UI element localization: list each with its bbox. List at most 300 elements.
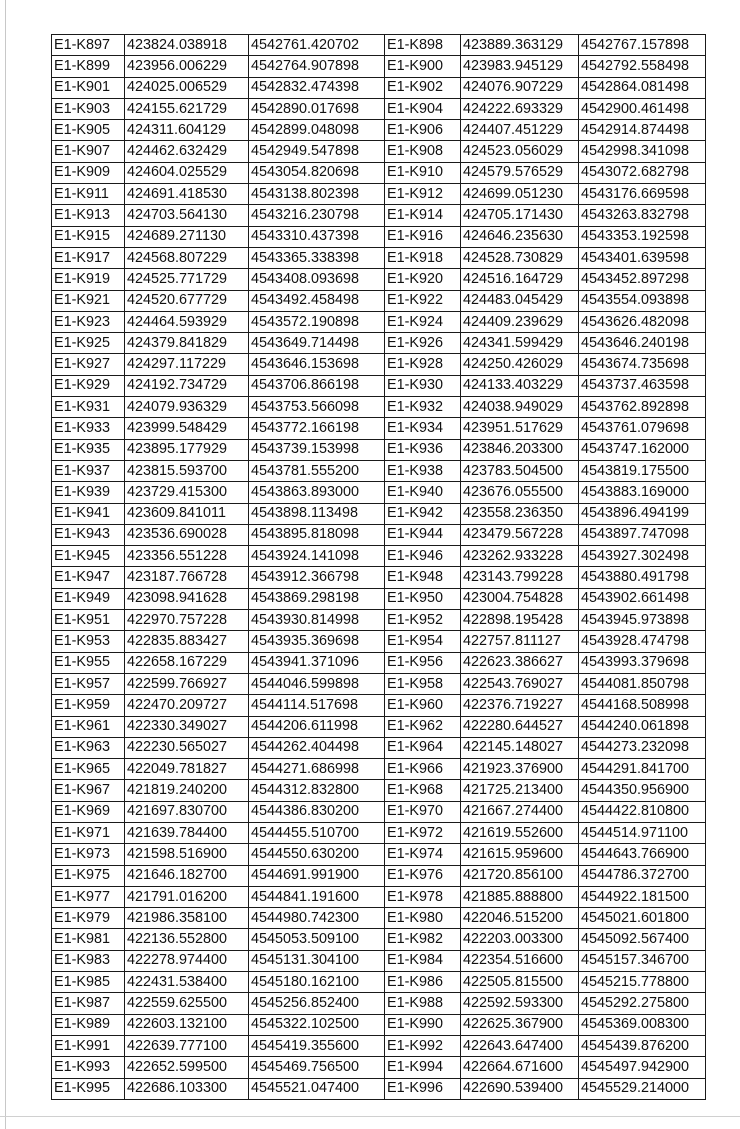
x-coordinate-cell: 424604.025529 [125,162,249,183]
x-coordinate-cell: 423004.754828 [461,588,579,609]
x-coordinate-cell: 423846.203300 [461,439,579,460]
point-id-cell: E1-K904 [385,98,461,119]
table-row [52,439,706,460]
y-coordinate-cell: 4544114.517698 [249,695,385,716]
x-coordinate-cell: 422643.647400 [461,1035,579,1056]
x-coordinate-cell: 423895.177929 [125,439,249,460]
y-coordinate-cell: 4545157.346700 [579,950,706,971]
point-id-cell: E1-K964 [385,737,461,758]
table-row [52,460,706,481]
y-coordinate-cell: 4545439.876200 [579,1035,706,1056]
x-coordinate-cell: 424646.235630 [461,226,579,247]
point-id-cell: E1-K937 [52,460,125,481]
table-row [52,35,706,56]
point-id-cell: E1-K945 [52,546,125,567]
table-row [52,524,706,545]
point-id-cell: E1-K987 [52,993,125,1014]
x-coordinate-cell: 424297.117229 [125,354,249,375]
point-id-cell: E1-K958 [385,673,461,694]
x-coordinate-cell: 422543.769027 [461,673,579,694]
table-row [52,482,706,503]
x-coordinate-cell: 422136.552800 [125,929,249,950]
table-row [52,908,706,929]
point-id-cell: E1-K960 [385,695,461,716]
point-id-cell: E1-K917 [52,247,125,268]
x-coordinate-cell: 424464.593929 [125,311,249,332]
y-coordinate-cell: 4544291.841700 [579,759,706,780]
table-row [52,397,706,418]
y-coordinate-cell: 4545256.852400 [249,993,385,1014]
y-coordinate-cell: 4543408.093698 [249,269,385,290]
x-coordinate-cell: 423889.363129 [461,35,579,56]
table-row [52,972,706,993]
point-id-cell: E1-K951 [52,610,125,631]
table-row [52,226,706,247]
point-id-cell: E1-K930 [385,375,461,396]
table-row [52,1057,706,1078]
point-id-cell: E1-K981 [52,929,125,950]
y-coordinate-cell: 4545021.601800 [579,908,706,929]
point-id-cell: E1-K916 [385,226,461,247]
y-coordinate-cell: 4544922.181500 [579,886,706,907]
x-coordinate-cell: 422970.757228 [125,610,249,631]
point-id-cell: E1-K907 [52,141,125,162]
table-row [52,801,706,822]
y-coordinate-cell: 4543138.802398 [249,184,385,205]
x-coordinate-cell: 421923.376900 [461,759,579,780]
point-id-cell: E1-K929 [52,375,125,396]
point-id-cell: E1-K939 [52,482,125,503]
x-coordinate-cell: 424192.734729 [125,375,249,396]
table-row [52,269,706,290]
x-coordinate-cell: 424341.599429 [461,333,579,354]
point-id-cell: E1-K905 [52,120,125,141]
y-coordinate-cell: 4544350.956900 [579,780,706,801]
point-id-cell: E1-K963 [52,737,125,758]
table-row [52,354,706,375]
y-coordinate-cell: 4543883.169000 [579,482,706,503]
y-coordinate-cell: 4543935.369698 [249,631,385,652]
x-coordinate-cell: 424409.239629 [461,311,579,332]
x-coordinate-cell: 424407.451229 [461,120,579,141]
point-id-cell: E1-K988 [385,993,461,1014]
x-coordinate-cell: 422046.515200 [461,908,579,929]
point-id-cell: E1-K968 [385,780,461,801]
y-coordinate-cell: 4545529.214000 [579,1078,706,1099]
table-row [52,865,706,886]
y-coordinate-cell: 4545419.355600 [249,1035,385,1056]
x-coordinate-cell: 424689.271130 [125,226,249,247]
y-coordinate-cell: 4543072.682798 [579,162,706,183]
table-row [52,759,706,780]
x-coordinate-cell: 421619.552600 [461,822,579,843]
x-coordinate-cell: 424516.164729 [461,269,579,290]
table-row [52,77,706,98]
y-coordinate-cell: 4543674.735698 [579,354,706,375]
x-coordinate-cell: 422690.539400 [461,1078,579,1099]
point-id-cell: E1-K955 [52,652,125,673]
x-coordinate-cell: 423951.517629 [461,418,579,439]
x-coordinate-cell: 424133.403229 [461,375,579,396]
y-coordinate-cell: 4543365.338398 [249,247,385,268]
y-coordinate-cell: 4544168.508998 [579,695,706,716]
y-coordinate-cell: 4543737.463598 [579,375,706,396]
coordinates-table [51,34,706,1100]
y-coordinate-cell: 4542899.048098 [249,120,385,141]
x-coordinate-cell: 424528.730829 [461,247,579,268]
x-coordinate-cell: 422686.103300 [125,1078,249,1099]
y-coordinate-cell: 4543928.474798 [579,631,706,652]
y-coordinate-cell: 4544980.742300 [249,908,385,929]
x-coordinate-cell: 422658.167229 [125,652,249,673]
y-coordinate-cell: 4544386.830200 [249,801,385,822]
table-row [52,1078,706,1099]
x-coordinate-cell: 424222.693329 [461,98,579,119]
y-coordinate-cell: 4542761.420702 [249,35,385,56]
point-id-cell: E1-K970 [385,801,461,822]
x-coordinate-cell: 423815.593700 [125,460,249,481]
point-id-cell: E1-K967 [52,780,125,801]
x-coordinate-cell: 424155.621729 [125,98,249,119]
y-coordinate-cell: 4543896.494199 [579,503,706,524]
point-id-cell: E1-K990 [385,1014,461,1035]
x-coordinate-cell: 422757.811127 [461,631,579,652]
x-coordinate-cell: 422505.815500 [461,972,579,993]
point-id-cell: E1-K921 [52,290,125,311]
y-coordinate-cell: 4544422.810800 [579,801,706,822]
table-row [52,822,706,843]
table-row [52,610,706,631]
y-coordinate-cell: 4543753.566098 [249,397,385,418]
y-coordinate-cell: 4543646.153698 [249,354,385,375]
x-coordinate-cell: 423536.690028 [125,524,249,545]
y-coordinate-cell: 4543747.162000 [579,439,706,460]
y-coordinate-cell: 4545180.162100 [249,972,385,993]
y-coordinate-cell: 4543898.113498 [249,503,385,524]
page-bottom-edge [0,1116,740,1117]
point-id-cell: E1-K948 [385,567,461,588]
x-coordinate-cell: 423729.415300 [125,482,249,503]
x-coordinate-cell: 421791.016200 [125,886,249,907]
x-coordinate-cell: 421667.274400 [461,801,579,822]
y-coordinate-cell: 4543054.820698 [249,162,385,183]
y-coordinate-cell: 4543176.669598 [579,184,706,205]
point-id-cell: E1-K972 [385,822,461,843]
y-coordinate-cell: 4544691.991900 [249,865,385,886]
x-coordinate-cell: 423098.941628 [125,588,249,609]
table-row [52,56,706,77]
table-row [52,886,706,907]
x-coordinate-cell: 422559.625500 [125,993,249,1014]
point-id-cell: E1-K976 [385,865,461,886]
point-id-cell: E1-K900 [385,56,461,77]
x-coordinate-cell: 421598.516900 [125,844,249,865]
point-id-cell: E1-K903 [52,98,125,119]
y-coordinate-cell: 4543706.866198 [249,375,385,396]
y-coordinate-cell: 4543492.458498 [249,290,385,311]
y-coordinate-cell: 4543649.714498 [249,333,385,354]
y-coordinate-cell: 4542764.907898 [249,56,385,77]
y-coordinate-cell: 4545521.047400 [249,1078,385,1099]
point-id-cell: E1-K936 [385,439,461,460]
point-id-cell: E1-K973 [52,844,125,865]
y-coordinate-cell: 4543895.818098 [249,524,385,545]
x-coordinate-cell: 422280.644527 [461,716,579,737]
x-coordinate-cell: 423187.766728 [125,567,249,588]
y-coordinate-cell: 4543572.190898 [249,311,385,332]
x-coordinate-cell: 422639.777100 [125,1035,249,1056]
point-id-cell: E1-K980 [385,908,461,929]
point-id-cell: E1-K931 [52,397,125,418]
y-coordinate-cell: 4544271.686998 [249,759,385,780]
x-coordinate-cell: 423783.504500 [461,460,579,481]
y-coordinate-cell: 4542914.874498 [579,120,706,141]
x-coordinate-cell: 422354.516600 [461,950,579,971]
point-id-cell: E1-K992 [385,1035,461,1056]
page-left-edge [5,0,6,1129]
y-coordinate-cell: 4545053.509100 [249,929,385,950]
point-id-cell: E1-K995 [52,1078,125,1099]
y-coordinate-cell: 4542890.017698 [249,98,385,119]
y-coordinate-cell: 4545369.008300 [579,1014,706,1035]
point-id-cell: E1-K920 [385,269,461,290]
x-coordinate-cell: 424250.426029 [461,354,579,375]
y-coordinate-cell: 4542767.157898 [579,35,706,56]
y-coordinate-cell: 4543902.661498 [579,588,706,609]
point-id-cell: E1-K952 [385,610,461,631]
y-coordinate-cell: 4545131.304100 [249,950,385,971]
point-id-cell: E1-K962 [385,716,461,737]
table-row [52,1035,706,1056]
y-coordinate-cell: 4542832.474398 [249,77,385,98]
point-id-cell: E1-K919 [52,269,125,290]
point-id-cell: E1-K986 [385,972,461,993]
point-id-cell: E1-K909 [52,162,125,183]
table-row [52,333,706,354]
x-coordinate-cell: 423558.236350 [461,503,579,524]
point-id-cell: E1-K943 [52,524,125,545]
point-id-cell: E1-K908 [385,141,461,162]
x-coordinate-cell: 422898.195428 [461,610,579,631]
point-id-cell: E1-K942 [385,503,461,524]
y-coordinate-cell: 4542864.081498 [579,77,706,98]
point-id-cell: E1-K927 [52,354,125,375]
y-coordinate-cell: 4543924.141098 [249,546,385,567]
point-id-cell: E1-K935 [52,439,125,460]
x-coordinate-cell: 421885.888800 [461,886,579,907]
x-coordinate-cell: 424579.576529 [461,162,579,183]
point-id-cell: E1-K965 [52,759,125,780]
x-coordinate-cell: 422592.593300 [461,993,579,1014]
point-id-cell: E1-K991 [52,1035,125,1056]
x-coordinate-cell: 422623.386627 [461,652,579,673]
point-id-cell: E1-K974 [385,844,461,865]
y-coordinate-cell: 4545215.778800 [579,972,706,993]
y-coordinate-cell: 4543263.832798 [579,205,706,226]
point-id-cell: E1-K897 [52,35,125,56]
x-coordinate-cell: 422278.974400 [125,950,249,971]
table-row [52,780,706,801]
y-coordinate-cell: 4544046.599898 [249,673,385,694]
x-coordinate-cell: 421819.240200 [125,780,249,801]
y-coordinate-cell: 4544550.630200 [249,844,385,865]
point-id-cell: E1-K959 [52,695,125,716]
y-coordinate-cell: 4543869.298198 [249,588,385,609]
x-coordinate-cell: 424699.051230 [461,184,579,205]
y-coordinate-cell: 4544273.232098 [579,737,706,758]
point-id-cell: E1-K957 [52,673,125,694]
point-id-cell: E1-K923 [52,311,125,332]
x-coordinate-cell: 423262.933228 [461,546,579,567]
x-coordinate-cell: 422376.719227 [461,695,579,716]
y-coordinate-cell: 4543452.897298 [579,269,706,290]
point-id-cell: E1-K925 [52,333,125,354]
y-coordinate-cell: 4543819.175500 [579,460,706,481]
point-id-cell: E1-K934 [385,418,461,439]
point-id-cell: E1-K912 [385,184,461,205]
y-coordinate-cell: 4544262.404498 [249,737,385,758]
x-coordinate-cell: 423479.567228 [461,524,579,545]
x-coordinate-cell: 422664.671600 [461,1057,579,1078]
table-row [52,673,706,694]
point-id-cell: E1-K946 [385,546,461,567]
y-coordinate-cell: 4543781.555200 [249,460,385,481]
y-coordinate-cell: 4545092.567400 [579,929,706,950]
x-coordinate-cell: 424311.604129 [125,120,249,141]
y-coordinate-cell: 4543897.747098 [579,524,706,545]
table-row [52,588,706,609]
x-coordinate-cell: 421725.213400 [461,780,579,801]
point-id-cell: E1-K938 [385,460,461,481]
point-id-cell: E1-K902 [385,77,461,98]
table-row [52,418,706,439]
x-coordinate-cell: 422049.781827 [125,759,249,780]
x-coordinate-cell: 423676.055500 [461,482,579,503]
y-coordinate-cell: 4543646.240198 [579,333,706,354]
table-row [52,929,706,950]
x-coordinate-cell: 421639.784400 [125,822,249,843]
x-coordinate-cell: 422652.599500 [125,1057,249,1078]
point-id-cell: E1-K982 [385,929,461,950]
x-coordinate-cell: 422470.209727 [125,695,249,716]
point-id-cell: E1-K906 [385,120,461,141]
table-row [52,993,706,1014]
y-coordinate-cell: 4544643.766900 [579,844,706,865]
table-row [52,205,706,226]
x-coordinate-cell: 424379.841829 [125,333,249,354]
point-id-cell: E1-K926 [385,333,461,354]
y-coordinate-cell: 4543912.366798 [249,567,385,588]
x-coordinate-cell: 423999.548429 [125,418,249,439]
y-coordinate-cell: 4543761.079698 [579,418,706,439]
point-id-cell: E1-K975 [52,865,125,886]
point-id-cell: E1-K928 [385,354,461,375]
y-coordinate-cell: 4543863.893000 [249,482,385,503]
table-row [52,737,706,758]
x-coordinate-cell: 423956.006229 [125,56,249,77]
y-coordinate-cell: 4544081.850798 [579,673,706,694]
table-row [52,141,706,162]
x-coordinate-cell: 422599.766927 [125,673,249,694]
table-row [52,631,706,652]
table-row [52,695,706,716]
y-coordinate-cell: 4542792.558498 [579,56,706,77]
point-id-cell: E1-K913 [52,205,125,226]
table-row [52,716,706,737]
x-coordinate-cell: 424691.418530 [125,184,249,205]
point-id-cell: E1-K949 [52,588,125,609]
point-id-cell: E1-K932 [385,397,461,418]
point-id-cell: E1-K950 [385,588,461,609]
y-coordinate-cell: 4545292.275800 [579,993,706,1014]
point-id-cell: E1-K983 [52,950,125,971]
y-coordinate-cell: 4543739.153998 [249,439,385,460]
point-id-cell: E1-K940 [385,482,461,503]
y-coordinate-cell: 4543772.166198 [249,418,385,439]
x-coordinate-cell: 424038.949029 [461,397,579,418]
table-row [52,950,706,971]
point-id-cell: E1-K994 [385,1057,461,1078]
point-id-cell: E1-K911 [52,184,125,205]
point-id-cell: E1-K966 [385,759,461,780]
y-coordinate-cell: 4544240.061898 [579,716,706,737]
x-coordinate-cell: 424076.907229 [461,77,579,98]
point-id-cell: E1-K985 [52,972,125,993]
y-coordinate-cell: 4545322.102500 [249,1014,385,1035]
y-coordinate-cell: 4543310.437398 [249,226,385,247]
point-id-cell: E1-K910 [385,162,461,183]
y-coordinate-cell: 4543880.491798 [579,567,706,588]
x-coordinate-cell: 423824.038918 [125,35,249,56]
point-id-cell: E1-K901 [52,77,125,98]
point-id-cell: E1-K914 [385,205,461,226]
x-coordinate-cell: 422230.565027 [125,737,249,758]
y-coordinate-cell: 4542949.547898 [249,141,385,162]
x-coordinate-cell: 424462.632429 [125,141,249,162]
x-coordinate-cell: 423143.799228 [461,567,579,588]
y-coordinate-cell: 4543941.371096 [249,652,385,673]
table-row [52,162,706,183]
point-id-cell: E1-K941 [52,503,125,524]
x-coordinate-cell: 421720.856100 [461,865,579,886]
x-coordinate-cell: 422625.367900 [461,1014,579,1035]
y-coordinate-cell: 4542900.461498 [579,98,706,119]
table-row [52,120,706,141]
table-row [52,184,706,205]
point-id-cell: E1-K956 [385,652,461,673]
point-id-cell: E1-K933 [52,418,125,439]
table-row [52,652,706,673]
x-coordinate-cell: 423609.841011 [125,503,249,524]
x-coordinate-cell: 424568.807229 [125,247,249,268]
x-coordinate-cell: 424703.564130 [125,205,249,226]
table-row [52,1014,706,1035]
x-coordinate-cell: 424483.045429 [461,290,579,311]
point-id-cell: E1-K996 [385,1078,461,1099]
y-coordinate-cell: 4543945.973898 [579,610,706,631]
y-coordinate-cell: 4543930.814998 [249,610,385,631]
x-coordinate-cell: 424523.056029 [461,141,579,162]
y-coordinate-cell: 4543762.892898 [579,397,706,418]
point-id-cell: E1-K915 [52,226,125,247]
point-id-cell: E1-K993 [52,1057,125,1078]
point-id-cell: E1-K922 [385,290,461,311]
point-id-cell: E1-K979 [52,908,125,929]
y-coordinate-cell: 4544206.611998 [249,716,385,737]
y-coordinate-cell: 4544514.971100 [579,822,706,843]
table-row [52,567,706,588]
y-coordinate-cell: 4543401.639598 [579,247,706,268]
